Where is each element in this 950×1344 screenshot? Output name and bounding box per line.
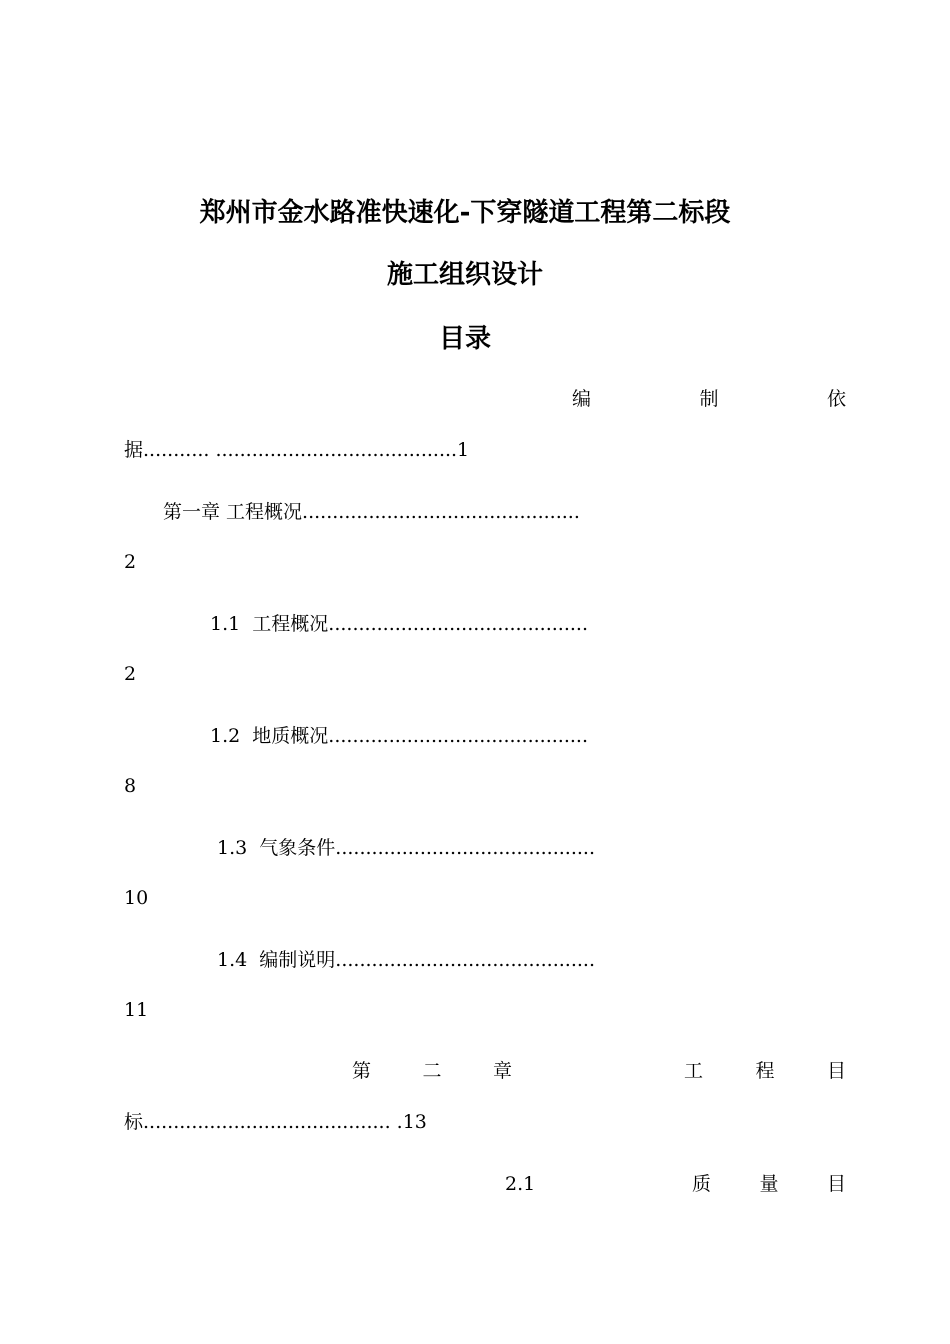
toc-entry-page: 11	[124, 999, 149, 1021]
toc-entry-leader: 标......................................... .13	[124, 1111, 427, 1133]
toc-entry-text: 第一章 工程概况..............................................	[163, 501, 580, 523]
toc-entry-page: 2	[124, 663, 137, 685]
toc-entry-label: 第 二 章	[352, 1060, 512, 1082]
toc-entry-label: 质 量 目	[692, 1173, 846, 1195]
toc-entry-text: 1.2 地质概况...........................................	[210, 725, 588, 747]
toc-entry-label: 编 制 依	[572, 388, 846, 410]
toc-entry-leader: 据........... ........................................1	[124, 439, 470, 461]
document-subtitle: 施工组织设计	[386, 260, 543, 290]
toc-entry-text: 1.1 工程概况...........................................	[210, 613, 588, 635]
toc-entry-number: 2.1	[505, 1173, 536, 1195]
toc-entry-page: 8	[124, 775, 137, 797]
toc-entry-page: 2	[124, 551, 137, 573]
toc-entry-page: 10	[124, 887, 149, 909]
document-title: 郑州市金水路准快速化-下穿隧道工程第二标段	[199, 198, 731, 228]
toc-entry-label-2: 工 程 目	[684, 1060, 846, 1082]
toc-entry-text: 1.3 气象条件...........................................	[217, 837, 595, 859]
toc-heading: 目录	[438, 324, 491, 354]
toc-entry-text: 1.4 编制说明...........................................	[217, 949, 595, 971]
